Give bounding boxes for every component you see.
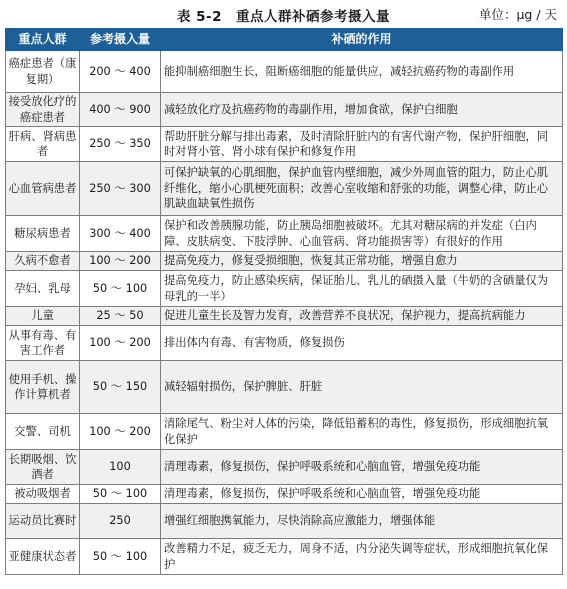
group-cell: 久病不愈者 — [6, 252, 80, 271]
table-row — [6, 216, 563, 252]
amount-cell: 50 ～ 100 — [80, 485, 161, 504]
table-row — [6, 93, 563, 127]
effect-cell: 帮助肝脏分解与排出毒素，及时清除肝脏内的有害代谢产物，保护肝细胞，同时对肾小管、肾小球有保护和修复作用 — [161, 127, 563, 162]
group-cell: 孕妇、乳母 — [6, 271, 80, 307]
unit-label: 单位：μg / 天 — [478, 7, 557, 22]
effect-cell: 减轻辐射损伤，保护脾脏、肝脏 — [161, 361, 563, 414]
amount-cell: 50 ～ 150 — [80, 361, 161, 414]
table-row — [6, 414, 563, 450]
effect-cell: 改善精力不足，疲乏无力，周身不适，内分泌失调等症状，形成细胞抗氧化保护 — [161, 539, 563, 575]
column-header-effect: 补硒的作用 — [161, 29, 563, 51]
amount-cell: 200 ～ 400 — [80, 51, 161, 93]
amount-cell: 250 ～ 350 — [80, 127, 161, 162]
table-caption — [0, 0, 567, 30]
table-row — [6, 504, 563, 539]
effect-cell: 可保护缺氧的心肌细胞，保护血管内壁细胞，减少外周血管的阻力，防止心肌纤维化，缩小心肌梗死面积；改善心室收缩和舒张的功能，调整心律，防止心肌缺血缺氧性损伤 — [161, 162, 563, 216]
amount-cell: 50 ～ 100 — [80, 539, 161, 575]
header-row — [6, 29, 563, 51]
amount-cell: 100 ～ 200 — [80, 414, 161, 450]
group-cell: 被动吸烟者 — [6, 485, 80, 504]
table-row — [6, 361, 563, 414]
amount-cell: 50 ～ 100 — [80, 271, 161, 307]
effect-cell: 减轻放化疗及抗癌药物的毒副作用，增加食欲，保护白细胞 — [161, 93, 563, 127]
group-cell: 儿童 — [6, 307, 80, 326]
group-cell: 交警、司机 — [6, 414, 80, 450]
table-row — [6, 485, 563, 504]
table-row — [6, 252, 563, 271]
group-cell: 使用手机、操作计算机者 — [6, 361, 80, 414]
amount-cell: 100 ～ 200 — [80, 252, 161, 271]
amount-cell: 300 ～ 400 — [80, 216, 161, 252]
column-header-group: 重点人群 — [6, 29, 80, 51]
group-cell: 癌症患者（康复期） — [6, 51, 80, 93]
table-row — [6, 271, 563, 307]
table-row — [6, 162, 563, 216]
effect-cell: 增强红细胞携氧能力，尽快消除高应激能力，增强体能 — [161, 504, 563, 539]
group-cell: 接受放化疗的癌症患者 — [6, 93, 80, 127]
effect-cell: 能抑制癌细胞生长，阻断癌细胞的能量供应，减轻抗癌药物的毒副作用 — [161, 51, 563, 93]
table-row — [6, 127, 563, 162]
group-cell: 长期吸烟、饮酒者 — [6, 450, 80, 485]
effect-cell: 清理毒素，修复损伤，保护呼吸系统和心脑血管，增强免疫功能 — [161, 450, 563, 485]
effect-cell: 排出体内有毒、有害物质，修复损伤 — [161, 326, 563, 361]
effect-cell: 提高免疫力，修复受损细胞，恢复其正常功能，增强自愈力 — [161, 252, 563, 271]
effect-cell: 清除尾气、粉尘对人体的污染，降低铅蓄积的毒性，修复损伤，形成细胞抗氧化保护 — [161, 414, 563, 450]
group-cell: 从事有毒、有害工作者 — [6, 326, 80, 361]
group-cell: 心血管病患者 — [6, 162, 80, 216]
column-header-amount: 参考摄入量 — [80, 29, 161, 51]
group-cell: 糖尿病患者 — [6, 216, 80, 252]
effect-cell: 提高免疫力，防止感染疾病，保证胎儿、乳儿的硒摄入量（牛奶的含硒量仅为母乳的一半） — [161, 271, 563, 307]
amount-cell: 100 — [80, 450, 161, 485]
amount-cell: 250 — [80, 504, 161, 539]
table-row — [6, 450, 563, 485]
amount-cell: 100 ～ 200 — [80, 326, 161, 361]
effect-cell: 促进儿童生长及智力发育，改善营养不良状况，保护视力，提高抗病能力 — [161, 307, 563, 326]
selenium-intake-table — [5, 28, 563, 575]
group-cell: 运动员比赛时 — [6, 504, 80, 539]
table-row — [6, 326, 563, 361]
group-cell: 亚健康状态者 — [6, 539, 80, 575]
effect-cell: 保护和改善胰腺功能，防止胰岛细胞被破坏。尤其对糖尿病的并发症（白内障、皮肤病变、下肢浮肿、心血管病、肾功能损害等）有很好的作用 — [161, 216, 563, 252]
amount-cell: 400 ～ 900 — [80, 93, 161, 127]
table-row — [6, 307, 563, 326]
table-title: 表 5-2 重点人群补硒参考摄入量 — [176, 9, 391, 25]
amount-cell: 25 ～ 50 — [80, 307, 161, 326]
table-row — [6, 539, 563, 575]
amount-cell: 250 ～ 300 — [80, 162, 161, 216]
effect-cell: 清理毒素，修复损伤，保护呼吸系统和心脑血管，增强免疫功能 — [161, 485, 563, 504]
table-row — [6, 51, 563, 93]
group-cell: 肝病、肾病患者 — [6, 127, 80, 162]
